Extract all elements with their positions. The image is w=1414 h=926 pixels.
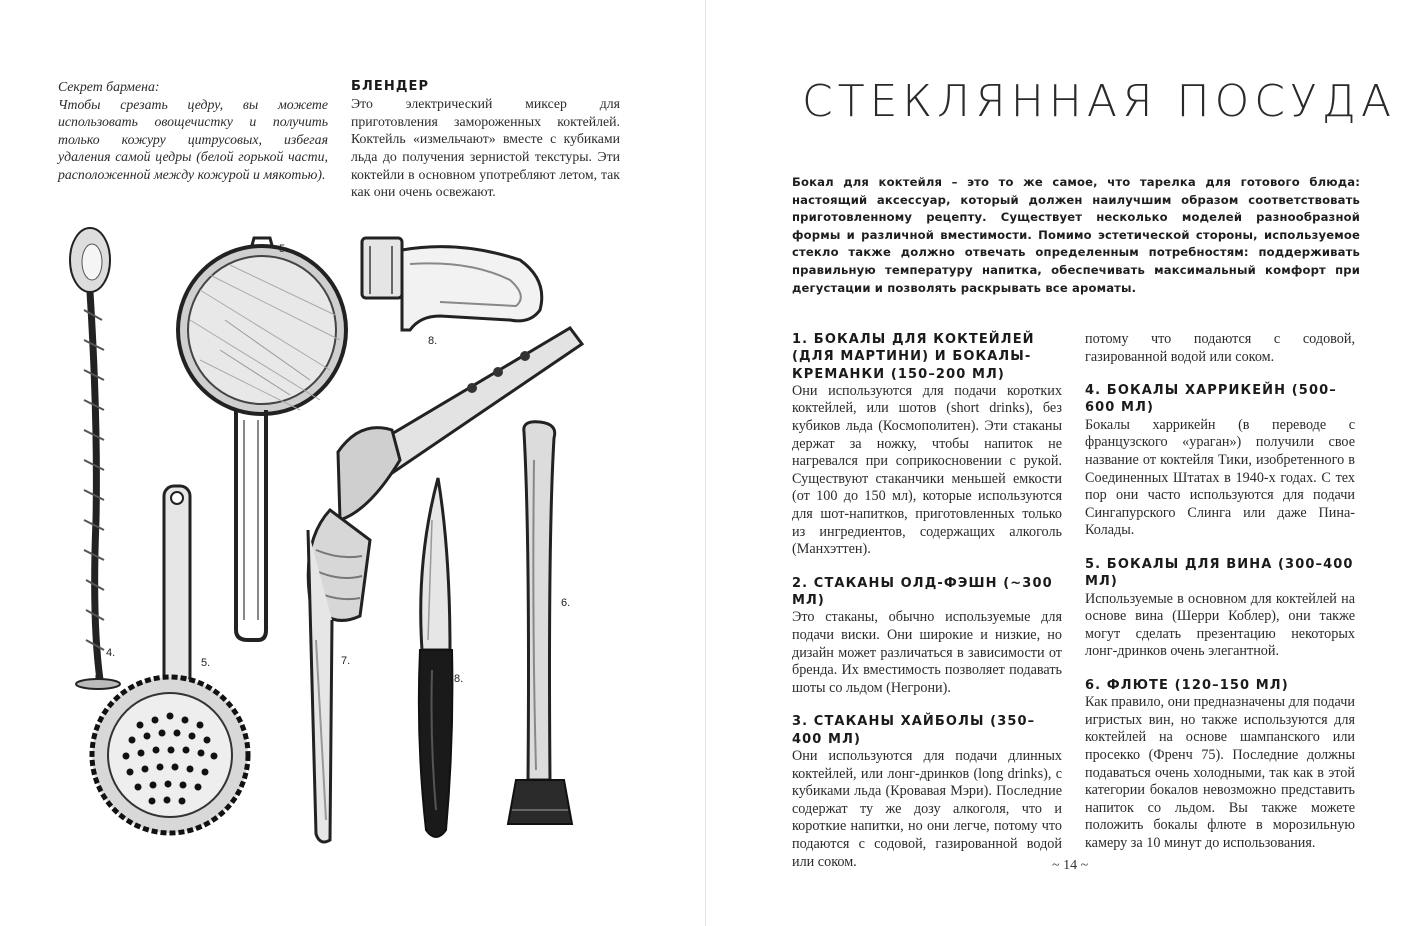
section-hurricane <box>1085 382 1355 540</box>
bartender-secret-title: Секрет бармена: <box>58 79 160 94</box>
muddler-icon <box>508 422 572 824</box>
section-heading: 4. БОКАЛЫ ХАРРИКЕЙН (500–600 МЛ) <box>1085 383 1337 416</box>
label-peeler: 8. <box>428 335 438 347</box>
julep-strainer-icon <box>92 486 248 833</box>
label-julep-strainer: 5. <box>201 657 211 669</box>
paring-knife-icon <box>419 478 453 837</box>
bar-tools-illustration <box>40 220 600 850</box>
label-muddler: 6. <box>561 597 571 609</box>
section-text: Это стаканы, обычно используемые для подачи виски. Они широкие и низкие, но дизайн может различаться в зависимости от бренда. Их вместимость позволяет подавать шоты со льдом (Негрони). <box>792 609 1062 696</box>
section-highball <box>792 713 1062 870</box>
column-left <box>792 331 1062 870</box>
page-number: ~ 14 ~ <box>1052 858 1089 873</box>
section-text-continued: потому что подаются с содовой, газированной водой или соком. <box>1085 331 1355 365</box>
section-text: Как правило, они предназначены для подачи игристых вин, но также используются для коктейлей на основе шампанского или просекко (Френч 75). Последние должны подаваться очень холодными, так как в этой категории бокалов невозможно представить напиток со льдом. Вы также можете положить бокалы флюте в морозильную камеру за 10 минут до использования. <box>1085 694 1355 851</box>
section-text: Они используются для подачи длинных коктейлей, или лонг-дринков (long drinks), с кубиками льда (Кровавая Мэри). Последние содержат ту же дозу алкоголя, что и короткие напитки, но они легче, потому что подаются с содовой, газированной водой или соком. <box>792 747 1062 870</box>
section-heading: 2. СТАКАНЫ ОЛД-ФЭШН (~300 МЛ) <box>792 575 1053 609</box>
label-citrus-press: 7. <box>341 655 351 667</box>
label-knife: 8. <box>454 673 464 685</box>
section-heading: 6. ФЛЮТЕ (120–150 МЛ) <box>1085 677 1289 693</box>
label-bar-spoon: 4. <box>106 647 116 659</box>
blender-heading: БЛЕНДЕР <box>351 79 430 94</box>
label-fine-strainer: 5. <box>279 243 289 255</box>
section-heading: 3. СТАКАНЫ ХАЙБОЛЫ (350–400 МЛ) <box>792 714 1036 747</box>
section-heading: 1. БОКАЛЫ ДЛЯ КОКТЕЙЛЕЙ (ДЛЯ МАРТИНИ) И БОКАЛЫ-КРЕМАНКИ (150–200 МЛ) <box>792 332 1035 382</box>
section-flute <box>1085 677 1355 853</box>
blender-block <box>351 78 620 201</box>
bartender-secret-text: Чтобы срезать цедру, вы можете использовать овощечистку и получить только кожуру цитрусовых, избегая удаления самой цедры (белой горькой части, расположенной между кожурой и мякотью). <box>58 96 328 182</box>
section-martini <box>792 331 1062 559</box>
peeler-icon <box>362 238 542 330</box>
left-page <box>0 0 705 926</box>
section-wine <box>1085 556 1355 661</box>
section-heading: 5. БОКАЛЫ ДЛЯ ВИНА (300–400 МЛ) <box>1085 556 1354 590</box>
intro-paragraph: Бокал для коктейля – это то же самое, что тарелка для готового блюда: настоящий аксессуар, который должен наилучшим образом соответствовать приготовленному рецепту. Существует несколько моделей разнообразной формы и различной вместимости. Помимо эстетической стороны, используемое стекло также должно отвечать определенным потребностям: поддерживать правильную температуру напитка, обеспечивать максимальный комфорт при дегустации и позволять раскрывать все ароматы. <box>792 175 1360 295</box>
section-old-fashioned <box>792 575 1062 698</box>
column-right <box>1085 331 1355 853</box>
right-page <box>706 0 1414 926</box>
section-text: Бокалы харрикейн (в переводе с французского «ураган») получили свое название от коктейля Тики, изобретенного в Соединенных Штатах в 1940-х годах. С тех пор они часто используются для подачи Сингапурского Слинга или даже Пина-Колады. <box>1085 416 1355 539</box>
page-title: СТЕКЛЯННАЯ ПОСУДА <box>802 76 1397 127</box>
section-text: Используемые в основном для коктейлей на основе вина (Шерри Коблер), они также могут сделать презентацию некоторых лонг-дринков очень элегантной. <box>1085 590 1355 660</box>
section-text: Они используются для подачи коротких коктейлей, или шотов (short drinks), без кубиков льда (Космополитен). Эти стаканы держат за ножку, чтобы напиток не нагревался при соприкосновении с рукой. Существуют стаканчики меньшей емкости (от 100 до 150 мл), которые используются для шот-напитков, приготовленных только из ингредиентов, содержащих алкоголь (Манхэттен). <box>792 382 1062 558</box>
bar-spoon-icon <box>70 228 120 689</box>
blender-text: Это электрический миксер для приготовления замороженных коктейлей. Коктейль «измельчают» вместе с кубиками льда до получения зернистой текстуры. Эти коктейли в основном употребляют летом, так как они очень освежают. <box>351 96 620 200</box>
bartender-secret-block <box>58 78 328 184</box>
